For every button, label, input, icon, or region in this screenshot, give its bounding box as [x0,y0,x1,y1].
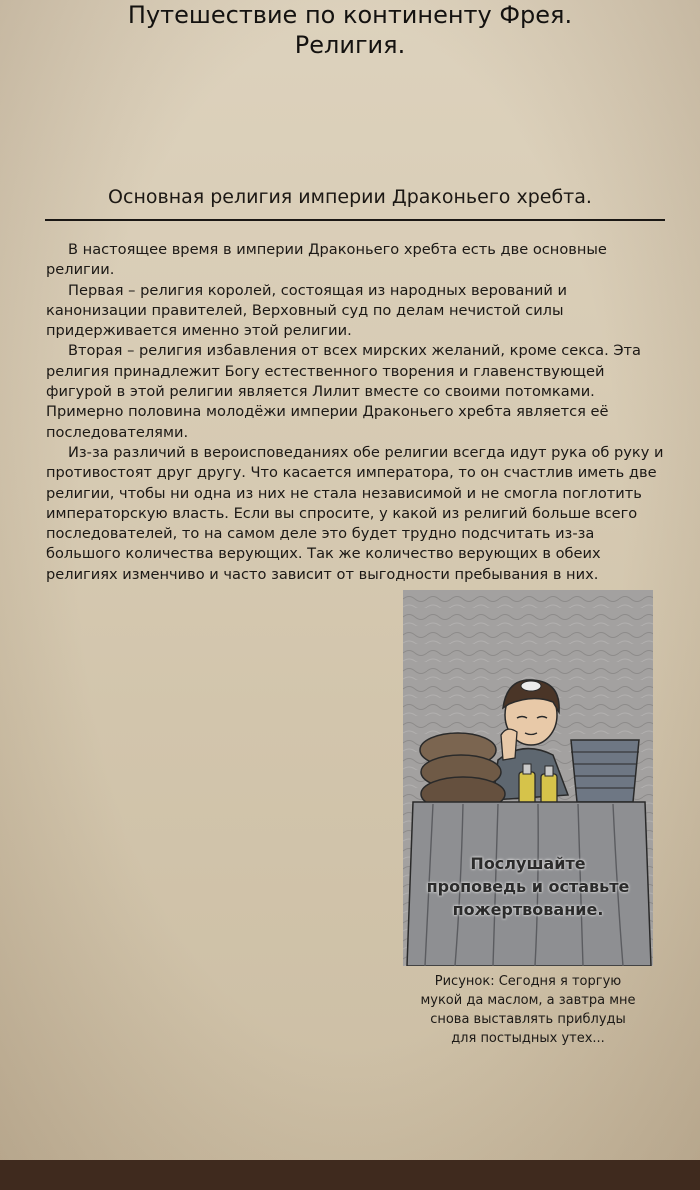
caption-line-3: снова выставлять приблуды [430,1012,626,1027]
bowl-stack [571,740,639,802]
footer-bar [0,1160,700,1190]
page-title [0,0,700,60]
section-heading: Основная религия империи Драконьего хребта. [108,186,592,208]
donation-sign-line-1: Послушайте [470,854,586,873]
page-title-line-2: Религия. [294,31,406,59]
donation-sign [403,852,653,921]
merchant-hand [501,729,517,760]
donation-sign-line-2: проповедь и оставьте [426,877,630,896]
figure-caption [403,972,653,1048]
article-body [46,240,668,585]
caption-line-1: Рисунок: Сегодня я торгую [434,974,622,989]
page-title-line-1: Путешествие по континенту Фрея. [127,1,573,29]
donation-sign-line-3: пожертвование. [452,900,604,919]
oil-bottle-1 [519,772,535,806]
paragraph-4: Из-за различий в вероисповеданиях обе религии всегда идут рука об руку и противостоят друг другу. Что касается императора, то он счастлив иметь две религии, чтобы ни одна из них не стала независимой и не смогла поглотить императорскую власть. Если вы спросите, у какой из религий больше всего последователей, то на самом деле это будет трудно подсчитать из-за большого количества верующих. Так же количество верующих в обеих религиях изменчиво и часто зависит от выгодности пребывания в них. [46,443,664,583]
oil-bottle-2 [541,774,557,806]
heading-divider [45,219,665,221]
merchant-cap [521,681,541,691]
caption-line-2: мукой да маслом, а завтра мне [420,993,636,1008]
paragraph-2: Первая – религия королей, состоящая из народных верований и канонизации правителей, Верховный суд по делам нечистой силы придерживается именно этой религии. [46,281,567,340]
illustration-merchant [403,590,653,966]
paragraph-1: В настоящее время в империи Драконьего хребта есть две основные религии. [46,241,607,279]
paragraph-3: Вторая – религия избавления от всех мирских желаний, кроме секса. Эта религия принадлежит Богу естественного творения и главенствующей фигурой в этой религии является Лилит вместе со своими потомками. Примерно половина молодёжи империи Драконьего хребта является её последователями. [46,342,641,441]
caption-line-4: для постыдных утех... [451,1031,605,1046]
